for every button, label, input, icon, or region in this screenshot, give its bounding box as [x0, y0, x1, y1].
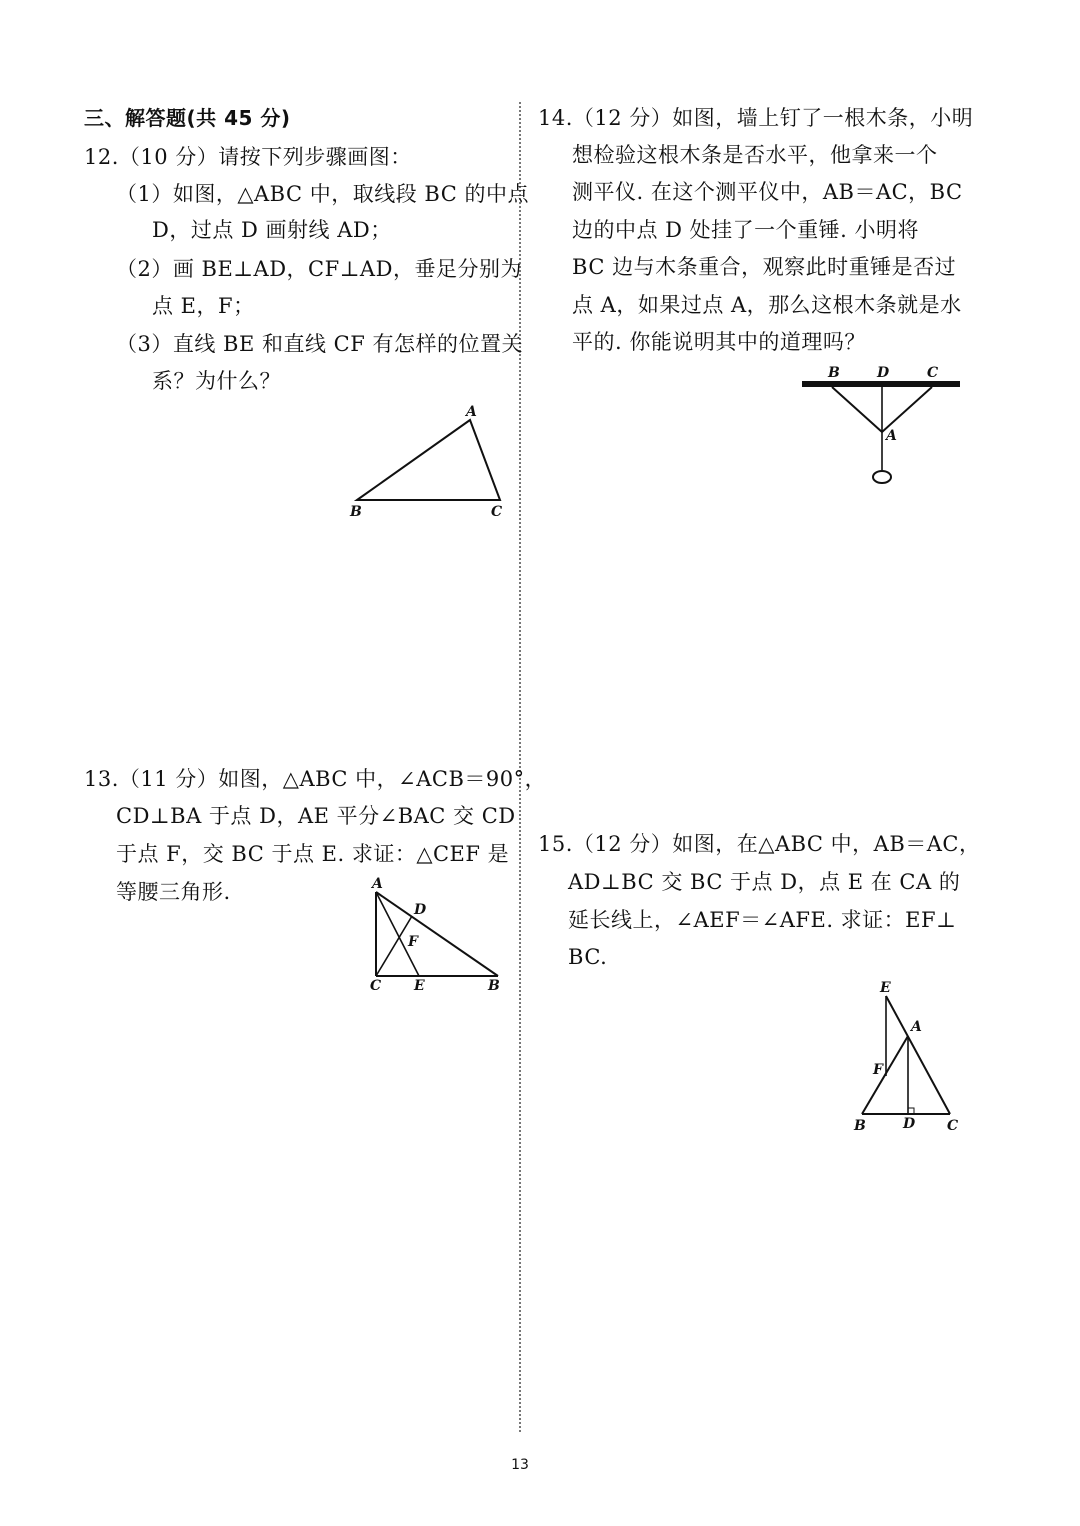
label-f: F: [408, 934, 418, 950]
q12-step1-cont: D，过点 D 画射线 AD；: [152, 218, 392, 242]
q14-line5: BC 边与木条重合，观察此时重锤是否过: [572, 255, 957, 279]
q14-line4: 边的中点 D 处挂了一个重锤. 小明将: [572, 218, 920, 242]
label-e: E: [414, 978, 425, 994]
q15-line2: AD⊥BC 交 BC 于点 D，点 E 在 CA 的: [568, 870, 961, 894]
label-f: F: [873, 1062, 883, 1078]
label-d: D: [414, 902, 427, 918]
section-heading: 三、解答题(共 45 分): [84, 106, 291, 130]
label-a: A: [886, 428, 897, 444]
q14-line7: 平的. 你能说明其中的道理吗？: [572, 330, 866, 354]
q13-line4: 等腰三角形.: [116, 880, 231, 904]
label-a: A: [466, 404, 477, 420]
q12-title: 12.（10 分）请按下列步骤画图：: [84, 145, 412, 169]
label-b: B: [854, 1118, 866, 1134]
q12-step2-cont: 点 E，F；: [152, 294, 255, 318]
q14-line3: 测平仪. 在这个测平仪中，AB＝AC，BC: [572, 180, 963, 204]
label-e: E: [880, 980, 891, 996]
label-b: B: [350, 504, 362, 520]
q12-step3: （3）直线 BE 和直线 CF 有怎样的位置关: [116, 332, 523, 356]
wood-strip: [802, 381, 960, 387]
label-c: C: [927, 365, 939, 381]
q13-line2: CD⊥BA 于点 D，AE 平分∠BAC 交 CD: [116, 804, 516, 828]
q13-line1: 13.（11 分）如图，△ABC 中，∠ACB＝90°，: [84, 767, 547, 791]
label-a: A: [911, 1019, 922, 1035]
q13-line3: 于点 F，交 BC 于点 E. 求证：△CEF 是: [116, 842, 510, 866]
q15-line3: 延长线上，∠AEF＝∠AFE. 求证：EF⊥: [568, 908, 957, 932]
label-d: D: [877, 365, 890, 381]
q14-line1: 14.（12 分）如图，墙上钉了一根木条，小明: [538, 106, 974, 130]
page-number: 13: [511, 1457, 529, 1473]
q12-step2: （2）画 BE⊥AD，CF⊥AD，垂足分别为: [116, 257, 522, 281]
q15-line1: 15.（12 分）如图，在△ABC 中，AB＝AC，: [538, 832, 981, 856]
q14-line2: 想检验这根木条是否水平，他拿来一个: [572, 143, 938, 167]
label-c: C: [947, 1118, 959, 1134]
q12-step3-cont: 系？为什么？: [152, 369, 281, 393]
q15-triangle-figure: [846, 978, 966, 1138]
label-a: A: [372, 876, 383, 892]
q13-triangle-figure: [362, 874, 512, 1000]
label-c: C: [491, 504, 503, 520]
label-b: B: [828, 365, 840, 381]
q15-line4: BC.: [568, 945, 608, 969]
label-c: C: [370, 978, 382, 994]
q12-step1: （1）如图，△ABC 中，取线段 BC 的中点: [116, 182, 529, 206]
q14-line6: 点 A，如果过点 A，那么这根木条就是水: [572, 293, 962, 317]
q14-level-figure: [796, 360, 966, 490]
label-d: D: [903, 1116, 916, 1132]
q12-triangle-figure: [340, 398, 520, 528]
label-b: B: [488, 978, 500, 994]
triangle-abc: [357, 420, 500, 500]
plumb-bob: [873, 471, 891, 483]
